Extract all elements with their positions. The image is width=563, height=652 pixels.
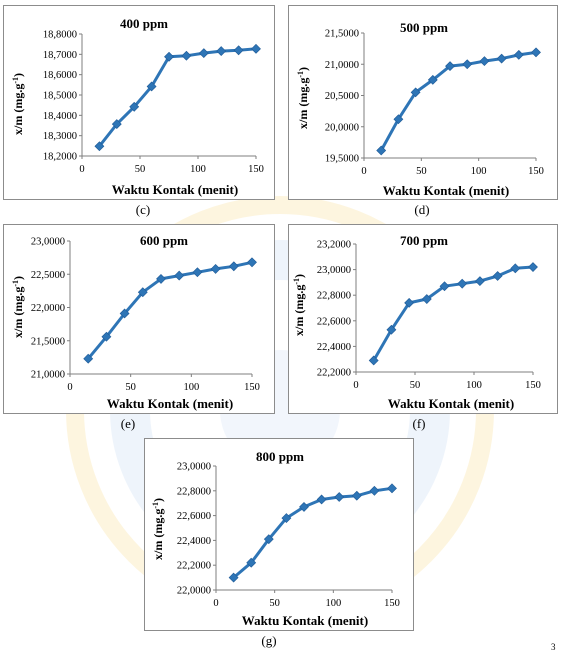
y-tick-label: 20,5000 [324,91,359,102]
caption-d: (d) [414,202,430,217]
data-point [229,262,238,271]
y-tick-label: 22,5000 [30,269,65,281]
x-tick-label: 150 [384,598,400,609]
y-tick-label: 18,6000 [42,70,77,82]
y-tick-label: 21,5000 [324,28,359,40]
data-point [335,493,344,502]
y-tick-label: 23,2000 [316,239,351,251]
data-point [352,491,361,500]
caption-f: (f) [412,416,426,431]
chart-800ppm [145,439,415,632]
data-point [217,47,226,56]
x-tick-label: 0 [353,380,359,391]
y-tick-label: 19,5000 [324,153,359,165]
data-point [514,50,523,59]
data-point [175,271,184,280]
y-axis-label: x/m $(mg.g^{-1})$ [150,498,165,560]
y-tick-label: 21,0000 [30,369,65,381]
y-tick-label: 23,0000 [316,265,351,277]
chart-600ppm [4,225,276,415]
y-tick-label: 18,8000 [42,29,77,41]
x-tick-label: 100 [190,164,206,175]
x-tick-label: 150 [248,164,264,175]
x-axis-label: Waktu Kontak (menit) [111,182,239,197]
y-tick-label: 23,0000 [30,236,65,248]
series-line [99,49,256,146]
data-point [532,48,541,57]
x-tick-label: 50 [134,164,146,175]
x-tick-label: 100 [466,380,482,391]
chart-title: 400 ppm [119,16,169,31]
y-axis-label: x/m $(mg.g^{-1})$ [291,274,306,336]
data-point [370,486,379,495]
y-tick-label: 22,4000 [176,535,211,547]
x-tick-label: 150 [528,166,544,177]
x-tick-label: 50 [125,382,136,393]
series-line [374,267,533,361]
y-tick-label: 21,5000 [30,336,65,348]
caption-g: (g) [261,633,277,648]
data-point [458,279,467,288]
chart-panel-400ppm [3,5,275,200]
chart-700ppm [289,225,559,415]
data-point [511,264,520,273]
data-point [475,277,484,286]
y-tick-label: 21,0000 [324,59,359,71]
chart-title: 800 ppm [255,449,305,464]
y-tick-label: 18,2000 [42,151,77,163]
data-point [199,49,208,58]
data-point [211,264,220,273]
caption-c: (c) [135,202,151,217]
chart-panel-500ppm [288,5,558,200]
x-tick-label: 50 [416,166,427,177]
y-axis-label: x/m $(mg.g^{-1})$ [10,73,25,135]
y-tick-label: 22,6000 [316,316,351,328]
data-point [388,484,397,493]
data-point [252,44,261,53]
chart-title: 500 ppm [399,20,449,35]
data-point [248,258,257,267]
data-point [317,495,326,504]
chart-panel-700ppm [288,224,558,414]
y-tick-label: 23,0000 [176,461,211,473]
chart-title: 600 ppm [139,233,189,248]
x-axis-label: Waktu Kontak (menit) [106,396,234,411]
y-tick-label: 18,5000 [42,90,77,102]
data-point [193,268,202,277]
y-tick-label: 22,4000 [316,341,351,353]
y-tick-label: 18,3000 [42,131,77,143]
data-point [463,60,472,69]
x-tick-label: 0 [79,164,85,175]
chart-400ppm [4,6,276,201]
y-tick-label: 22,8000 [316,290,351,302]
x-tick-label: 150 [244,382,260,393]
y-tick-label: 22,0000 [30,303,65,314]
y-axis-label: x/m $(mg.g^{-1})$ [10,276,25,338]
x-tick-label: 100 [183,382,200,393]
x-tick-label: 100 [325,598,342,609]
y-tick-label: 22,2000 [316,367,351,379]
page-corner-mark: 3 [551,642,556,652]
series-line [88,262,252,358]
x-tick-label: 0 [67,382,73,393]
data-point [497,54,506,63]
x-tick-label: 100 [470,166,487,177]
chart-500ppm [289,6,559,201]
y-tick-label: 22,2000 [176,560,211,572]
data-point [480,57,489,66]
series-line [381,52,536,150]
data-point [182,51,191,60]
y-tick-label: 22,8000 [176,486,211,498]
caption-e: (e) [120,416,136,431]
data-point [493,272,502,281]
y-axis-label: x/m $(mg.g^{-1})$ [295,67,310,129]
x-axis-label: Waktu Kontak (menit) [387,396,515,411]
data-point [234,46,243,55]
x-tick-label: 50 [269,598,280,609]
y-tick-label: 18,7000 [42,49,77,61]
chart-panel-800ppm [144,438,414,631]
x-tick-label: 0 [361,166,367,177]
x-tick-label: 150 [525,380,541,391]
chart-panel-600ppm [3,224,275,414]
x-tick-label: 50 [409,380,421,391]
series-line [234,488,392,577]
y-tick-label: 20,0000 [324,122,359,134]
y-tick-label: 18,4000 [42,110,77,122]
y-tick-label: 22,0000 [176,585,211,597]
y-tick-label: 22,6000 [176,511,211,523]
x-axis-label: Waktu Kontak (menit) [382,183,510,198]
chart-title: 700 ppm [399,233,449,248]
data-point [529,263,538,272]
x-tick-label: 0 [213,598,219,609]
x-axis-label: Waktu Kontak (menit) [241,613,369,628]
